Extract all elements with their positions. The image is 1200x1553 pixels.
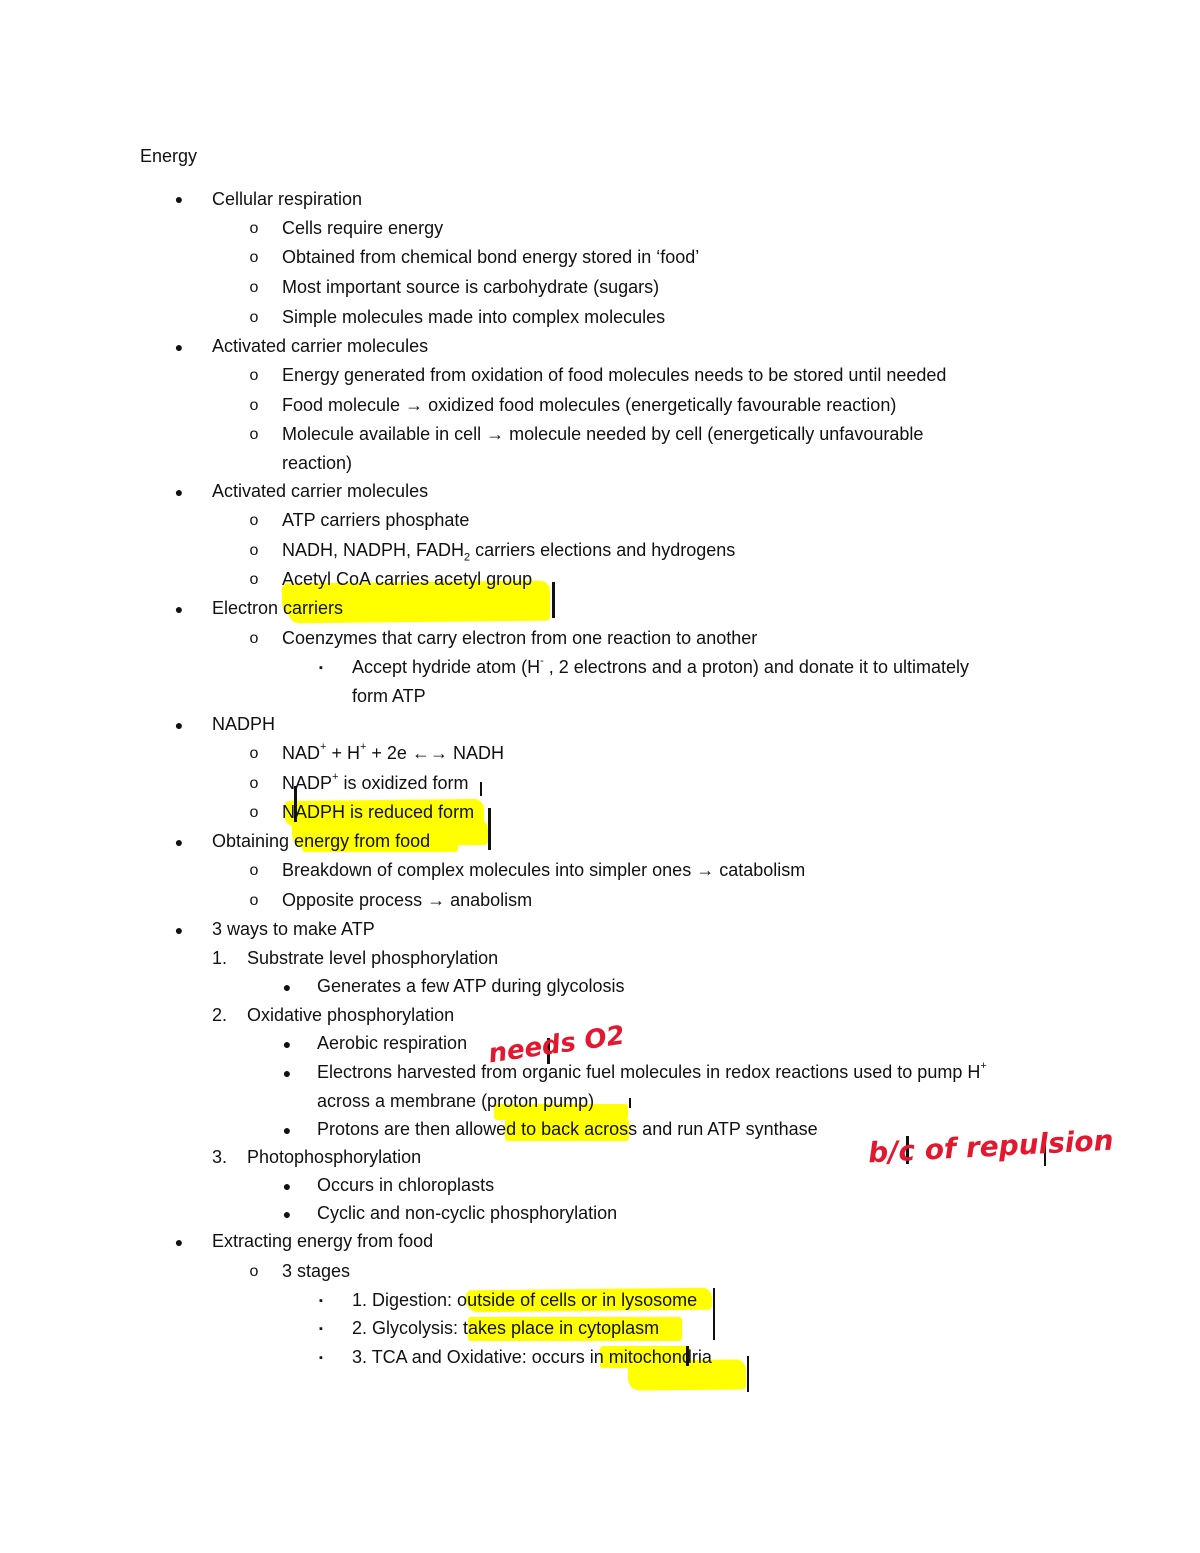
list-item: Generates a few ATP during glycolosis (317, 976, 625, 996)
bullet-marker: ● (174, 922, 184, 938)
bullet-marker: ▪ (319, 1352, 323, 1364)
list-item (282, 772, 469, 794)
bullet-marker: o (249, 1263, 259, 1280)
bullet-marker: o (249, 892, 259, 909)
bullet-marker: o (249, 745, 259, 762)
bullet-marker: o (249, 309, 259, 326)
bullet-marker: ● (282, 1122, 292, 1138)
bullet-marker: ● (174, 717, 184, 733)
list-item: Opposite process → anabolism (282, 890, 533, 910)
text-run: Accept hydride atom (H (352, 657, 541, 677)
bullet-marker: o (249, 512, 259, 529)
superscript: + (359, 741, 367, 753)
bullet-marker: o (249, 397, 259, 414)
list-item: Obtained from chemical bond energy stored in ‘food’ (282, 247, 700, 267)
bullet-marker: ● (174, 601, 184, 617)
section-heading: Extracting energy from food (212, 1231, 434, 1251)
list-item: Most important source is carbohydrate (sugars) (282, 277, 660, 297)
cursor-mark (629, 1098, 631, 1108)
bullet-marker: ● (174, 1234, 184, 1250)
bullet-marker: ● (174, 834, 184, 850)
bullet-marker: ● (282, 1065, 292, 1081)
section-heading: 3 ways to make ATP (212, 919, 375, 939)
section-heading: Activated carrier molecules (212, 481, 429, 501)
text-run: + H (326, 743, 360, 763)
text-run: NAD (282, 743, 321, 763)
page-title: Energy (140, 146, 198, 166)
list-item: Molecule available in cell → molecule needed by cell (energetically unfavourable (282, 424, 924, 444)
bullet-marker: ● (174, 484, 184, 500)
list-item: Occurs in chloroplasts (317, 1175, 495, 1195)
list-item: Simple molecules made into complex molecules (282, 307, 666, 327)
section-heading: Obtaining energy from food (212, 831, 431, 851)
bullet-marker: o (249, 220, 259, 237)
list-item (317, 1061, 987, 1083)
text-run: Electrons harvested from organic fuel molecules in redox reactions used to pump H (317, 1062, 981, 1082)
text-run: + 2e ←→ NADH (366, 743, 504, 763)
list-item: Photophosphorylation (247, 1147, 422, 1167)
bullet-marker: o (249, 804, 259, 821)
list-item (282, 539, 736, 564)
list-item-continuation: form ATP (352, 686, 426, 706)
bullet-marker: o (249, 426, 259, 443)
cursor-mark (480, 782, 482, 796)
handwritten-note: needs O2 (486, 1020, 627, 1070)
list-item (282, 742, 504, 764)
list-item: Acetyl CoA carries acetyl group (282, 569, 533, 589)
list-item: 2. Glycolysis: takes place in cytoplasm (352, 1318, 660, 1338)
text-run: is oxidized form (338, 773, 469, 793)
superscript: + (320, 741, 327, 753)
bullet-marker: ▪ (319, 662, 323, 674)
list-item: Oxidative phosphorylation (247, 1005, 455, 1025)
bullet-marker: ▪ (319, 1323, 323, 1335)
text-run: carriers elections and hydrogens (470, 540, 736, 560)
list-item: Cells require energy (282, 218, 444, 238)
section-heading: Cellular respiration (212, 189, 363, 209)
list-item: Breakdown of complex molecules into simpler ones → catabolism (282, 860, 806, 880)
bullet-marker: ● (282, 979, 292, 995)
list-item-continuation: reaction) (282, 453, 353, 473)
list-item: 3. TCA and Oxidative: occurs in mitochondria (352, 1347, 712, 1367)
bullet-marker: o (249, 775, 259, 792)
bullet-marker: o (249, 862, 259, 879)
cursor-mark (488, 808, 491, 850)
bullet-marker: o (249, 249, 259, 266)
bullet-marker: ● (282, 1036, 292, 1052)
cursor-mark (713, 1288, 715, 1340)
handwritten-note: b/c of repulsion (867, 1123, 1115, 1170)
bullet-marker: ● (282, 1178, 292, 1194)
list-number: 2. (212, 1005, 228, 1025)
superscript: - (540, 655, 544, 667)
cursor-mark (747, 1356, 749, 1392)
text-run: NADH, NADPH, FADH (282, 540, 465, 560)
section-heading: Electron carriers (212, 598, 344, 618)
text-run: , 2 electrons and a proton) and donate it to ultimately (543, 657, 970, 677)
section-heading: Activated carrier molecules (212, 336, 429, 356)
bullet-marker: o (249, 542, 259, 559)
subscript: 2 (464, 551, 471, 564)
bullet-marker: ● (174, 191, 184, 207)
bullet-marker: ▪ (319, 1295, 323, 1307)
list-item: Protons are then allowed to back across and run ATP synthase (317, 1119, 818, 1139)
list-item: Cyclic and non-cyclic phosphorylation (317, 1203, 618, 1223)
list-item: ATP carriers phosphate (282, 510, 470, 530)
list-number: 3. (212, 1147, 228, 1167)
list-item: Aerobic respiration (317, 1033, 468, 1053)
cursor-mark (552, 582, 555, 618)
bullet-marker: o (249, 279, 259, 296)
list-item: Coenzymes that carry electron from one reaction to another (282, 628, 758, 648)
bullet-marker: ● (282, 1206, 292, 1222)
list-item-continuation: across a membrane (proton pump) (317, 1091, 595, 1111)
list-item: Energy generated from oxidation of food molecules needs to be stored until needed (282, 365, 947, 385)
list-item: 3 stages (282, 1261, 351, 1281)
bullet-marker: o (249, 367, 259, 384)
text-run: NADP (282, 773, 333, 793)
list-item: Substrate level phosphorylation (247, 948, 499, 968)
list-item: Food molecule → oxidized food molecules (energetically favourable reaction) (282, 395, 897, 415)
superscript: + (980, 1060, 987, 1072)
bullet-marker: o (249, 571, 259, 588)
bullet-marker: ● (174, 339, 184, 355)
bullet-marker: o (249, 630, 259, 647)
list-item: 1. Digestion: outside of cells or in lysosome (352, 1290, 698, 1310)
list-number: 1. (212, 948, 228, 968)
list-item (352, 656, 969, 678)
superscript: + (332, 771, 339, 783)
section-heading: NADPH (212, 714, 276, 734)
list-item: NADPH is reduced form (282, 802, 475, 822)
